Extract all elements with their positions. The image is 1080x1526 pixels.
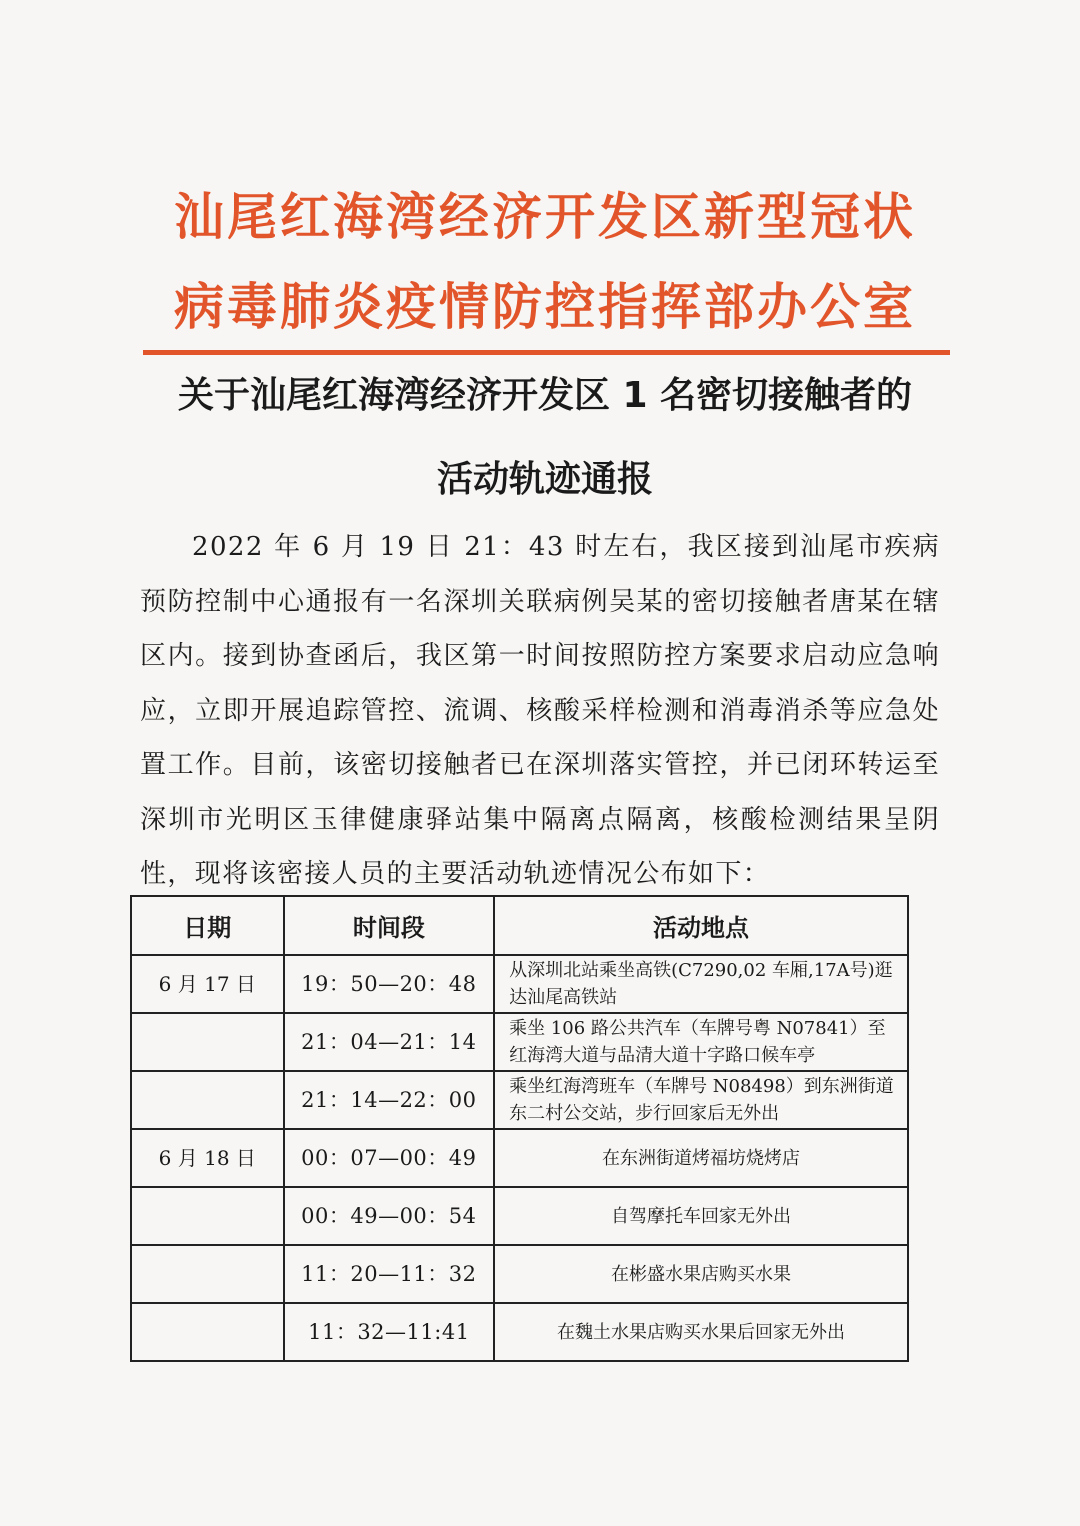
column-header-date: 日期: [131, 896, 284, 955]
cell-time: 21：14—22：00: [284, 1071, 495, 1129]
table-row: [131, 1245, 908, 1303]
cell-place: 在东洲街道烤福坊烧烤店: [494, 1129, 908, 1187]
cell-date: 6 月 18 日: [131, 1129, 284, 1187]
column-header-place: 活动地点: [494, 896, 908, 955]
cell-place: 乘坐红海湾班车（车牌号 N08498）到东洲街道东二村公交站，步行回家后无外出: [494, 1071, 908, 1129]
cell-place: 从深圳北站乘坐高铁(C7290,02 车厢,17A号)逛达汕尾高铁站: [494, 955, 908, 1013]
cell-date: 6 月 17 日: [131, 955, 284, 1013]
cell-place: 自驾摩托车回家无外出: [494, 1187, 908, 1245]
cell-time: 21：04—21：14: [284, 1013, 495, 1071]
table-header-row: [131, 896, 908, 955]
cell-place: 在魏土水果店购买水果后回家无外出: [494, 1303, 908, 1361]
issuer-title-line-1: 汕尾红海湾经济开发区新型冠状: [174, 188, 916, 246]
table-row: [131, 955, 908, 1013]
cell-time: 11：32—11:41: [284, 1303, 495, 1361]
cell-time: 11：20—11：32: [284, 1245, 495, 1303]
cell-place: 在彬盛水果店购买水果: [494, 1245, 908, 1303]
cell-time: 19：50—20：48: [284, 955, 495, 1013]
activity-track-table: [130, 895, 909, 1362]
table-row: [131, 1071, 908, 1129]
cell-date: [131, 1245, 284, 1303]
column-header-time: 时间段: [284, 896, 495, 955]
notice-title-line-1: 关于汕尾红海湾经济开发区 1 名密切接触者的: [177, 375, 913, 416]
issuer-title-line-2: 病毒肺炎疫情防控指挥部办公室: [174, 278, 916, 336]
cell-time: 00：49—00：54: [284, 1187, 495, 1245]
table-row: [131, 1129, 908, 1187]
cell-date: [131, 1013, 284, 1071]
cell-date: [131, 1187, 284, 1245]
red-header-rule: [143, 350, 950, 355]
table-row: [131, 1187, 908, 1245]
table-row: [131, 1303, 908, 1361]
notice-title-line-2: 活动轨迹通报: [436, 459, 653, 500]
notice-body-paragraph: 2022 年 6 月 19 日 21：43 时左右，我区接到汕尾市疾病预防控制中心通报有一名深圳关联病例吴某的密切接触者唐某在辖区内。接到协查函后，我区第一时间按照防控方案要求启动应急响应，立即开展追踪管控、流调、核酸采样检测和消毒消杀等应急处置工作。目前，该密切接触者已在深圳落实管控，并已闭环转运至深圳市光明区玉律健康驿站集中隔离点隔离，核酸检测结果呈阴性，现将该密接人员的主要活动轨迹情况公布如下：: [140, 532, 940, 889]
cell-place: 乘坐 106 路公共汽车（车牌号粤 N07841）至红海湾大道与品清大道十字路口候车亭: [494, 1013, 908, 1071]
cell-date: [131, 1071, 284, 1129]
cell-time: 00：07—00：49: [284, 1129, 495, 1187]
cell-date: [131, 1303, 284, 1361]
table-row: [131, 1013, 908, 1071]
